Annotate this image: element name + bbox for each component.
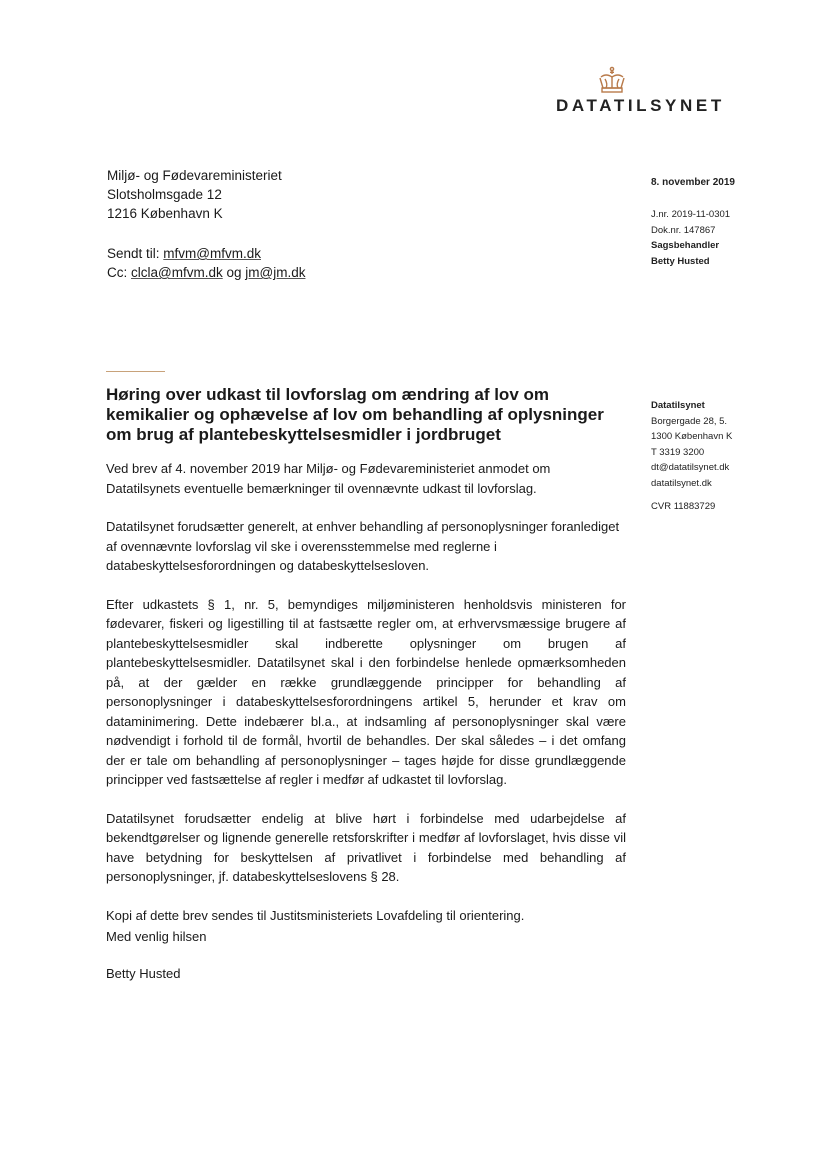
sent-to-email-link[interactable]: mfvm@mfvm.dk <box>163 246 261 261</box>
cc-email-link-1[interactable]: clcla@mfvm.dk <box>131 265 223 280</box>
body-paragraph: Datatilsynet forudsætter endelig at blive hørt i forbindelse med udarbejdelse af bekendtgørelser og lignende generelle retsforskrifter i medfør af lovforslaget, hvis disse vil have betydning for beskyttelsen af privatlivet i forbindelse med behandling af personoplysninger, jf. databeskyttelseslovens § 28. <box>106 810 626 884</box>
sent-to-line <box>107 244 305 263</box>
closing-greeting: Med venlig hilsen <box>106 929 207 944</box>
letter-date: 8. november 2019 <box>651 177 735 188</box>
recipient-address <box>107 166 305 282</box>
case-handler-label: Sagsbehandler <box>651 240 720 251</box>
reference-block <box>651 207 730 269</box>
body-paragraph: Datatilsynet forudsætter generelt, at enhver behandling af personoplysninger foranlediget af ovennævnte lovforslag vil ske i overensstemmelse med reglerne i databeskyttelsesforordningen og databeskyttelsesloven. <box>106 519 620 573</box>
title-divider <box>106 371 165 372</box>
sender-city: 1300 København K <box>651 431 733 442</box>
signature-name: Betty Husted <box>106 966 181 981</box>
recipient-line: Miljø- og Fødevareministeriet <box>107 168 282 183</box>
sender-web: datatilsynet.dk <box>651 477 712 489</box>
sender-email: dt@datatilsynet.dk <box>651 462 730 473</box>
sender-street: Borgergade 28, 5. <box>651 415 728 427</box>
sent-to-label: Sendt til: <box>107 246 164 261</box>
body-paragraph: Ved brev af 4. november 2019 har Miljø- og Fødevareministeriet anmodet om Datatilsynets eventuelle bemærkninger til ovennævnte udkast til lovforslag. <box>106 461 551 496</box>
recipient-line: Slotsholmsgade 12 <box>107 187 222 202</box>
sender-name: Datatilsynet <box>651 400 705 411</box>
letter-title: Høring over udkast til lovforslag om ændring af lov om kemikalier og ophævelse af lov om behandling af oplysninger om brug af plantebeskyttelsesmidler i jordbruget <box>106 385 604 444</box>
letter-body <box>106 459 626 944</box>
sender-block <box>651 398 732 515</box>
recipient-line: 1216 København K <box>107 206 223 221</box>
sender-cvr: CVR 11883729 <box>651 501 716 512</box>
sender-phone: T 3319 3200 <box>651 446 705 458</box>
cc-line <box>107 263 305 282</box>
crown-logo-icon <box>596 66 628 96</box>
document-number: Dok.nr. 147867 <box>651 224 716 236</box>
journal-number: J.nr. 2019-11-0301 <box>651 209 731 220</box>
cc-email-link-2[interactable]: jm@jm.dk <box>245 265 306 280</box>
case-handler-name: Betty Husted <box>651 255 710 267</box>
body-paragraph: Kopi af dette brev sendes til Justitsministeriets Lovafdeling til orientering. <box>106 907 525 923</box>
brand-logo-text: DATATILSYNET <box>556 96 725 115</box>
cc-and-text: og <box>222 265 246 280</box>
body-paragraph: Efter udkastets § 1, nr. 5, bemyndiges miljøministeren henholdsvis ministeren for fødevarer, fiskeri og ligestilling til at fastsætte regler om, at erhvervsmæssige brugere af plantebeskyttelsesmidler skal indberette oplysninger om brugen af plantebeskyttelsesmidler. Datatilsynet skal i den forbindelse henlede opmærksomheden på, at der gælder en række grundlæggende principper for behandling af personoplysninger i databeskyttelsesforordningens artikel 5, herunder et krav om dataminimering. Dette indebærer bl.a., at indsamling af personoplysninger skal være nødvendigt i forhold til de formål, hvortil de behandles. Der skal således – i det omfang der er tale om behandling af personoplysninger – tages højde for disse grundlæggende principper ved fastsættelse af regler i medfør af udkastet til lovforslag. <box>106 596 626 787</box>
cc-label: Cc: <box>107 265 132 280</box>
